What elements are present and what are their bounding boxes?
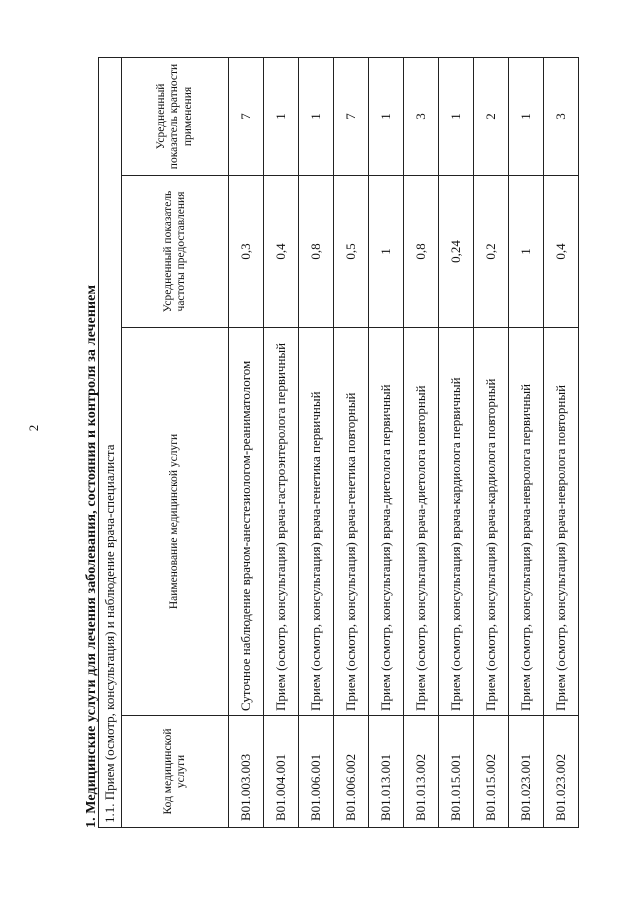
name-cell: Прием (осмотр, консультация) врача-диетолога повторный xyxy=(404,328,439,716)
code-cell: B01.006.001 xyxy=(299,716,334,828)
document-body xyxy=(70,58,640,828)
name-cell: Прием (осмотр, консультация) врача-генетика первичный xyxy=(299,328,334,716)
header-code: Код медицинской услуги xyxy=(122,716,229,828)
table-row xyxy=(509,57,544,827)
table-row xyxy=(264,57,299,827)
freq-cell: 0,8 xyxy=(404,176,439,328)
table-row xyxy=(404,57,439,827)
code-cell: B01.003.003 xyxy=(229,716,264,828)
table-row xyxy=(229,57,264,827)
code-cell: B01.023.001 xyxy=(509,716,544,828)
name-cell: Прием (осмотр, консультация) врача-невролога первичный xyxy=(509,328,544,716)
code-cell: B01.013.001 xyxy=(369,716,404,828)
code-cell: B01.004.001 xyxy=(264,716,299,828)
code-cell: B01.023.002 xyxy=(544,716,579,828)
subsection-title: 1.1. Прием (осмотр, консультация) и наблюдение врача-специалиста xyxy=(99,57,122,827)
name-cell: Прием (осмотр, консультация) врача-гастроэнтеролога первичный xyxy=(264,328,299,716)
code-cell: B01.015.002 xyxy=(474,716,509,828)
name-cell: Прием (осмотр, консультация) врача-кардиолога повторный xyxy=(474,328,509,716)
code-cell: B01.006.002 xyxy=(334,716,369,828)
rotated-content xyxy=(70,58,640,858)
page-number: 2 xyxy=(26,424,41,432)
freq-cell: 0,4 xyxy=(264,176,299,328)
mult-cell: 2 xyxy=(474,57,509,175)
table-row xyxy=(474,57,509,827)
table-row xyxy=(299,57,334,827)
header-row xyxy=(122,57,229,827)
freq-cell: 1 xyxy=(369,176,404,328)
name-cell: Прием (осмотр, консультация) врача-кардиолога первичный xyxy=(439,328,474,716)
mult-cell: 3 xyxy=(404,57,439,175)
header-name: Наименование медицинской услуги xyxy=(122,328,229,716)
name-cell: Прием (осмотр, консультация) врача-диетолога первичный xyxy=(369,328,404,716)
header-mult: Усредненный показатель кратности применения xyxy=(122,57,229,175)
freq-cell: 0,8 xyxy=(299,176,334,328)
name-cell: Суточное наблюдение врачом-анестезиологом-реаниматологом xyxy=(229,328,264,716)
freq-cell: 0,2 xyxy=(474,176,509,328)
table-row xyxy=(439,57,474,827)
mult-cell: 7 xyxy=(229,57,264,175)
mult-cell: 1 xyxy=(509,57,544,175)
mult-cell: 7 xyxy=(334,57,369,175)
table-row xyxy=(369,57,404,827)
name-cell: Прием (осмотр, консультация) врача-невролога повторный xyxy=(544,328,579,716)
freq-cell: 0,3 xyxy=(229,176,264,328)
mult-cell: 1 xyxy=(439,57,474,175)
freq-cell: 0,24 xyxy=(439,176,474,328)
code-cell: B01.015.001 xyxy=(439,716,474,828)
section-title: 1. Медицинские услуги для лечения заболевания, состояния и контроля за лечением xyxy=(84,284,99,828)
mult-cell: 3 xyxy=(544,57,579,175)
subsection-row xyxy=(99,57,122,827)
table-body xyxy=(229,57,579,827)
freq-cell: 1 xyxy=(509,176,544,328)
table-row xyxy=(544,57,579,827)
mult-cell: 1 xyxy=(299,57,334,175)
header-freq: Усредненный показатель частоты предоставления xyxy=(122,176,229,328)
mult-cell: 1 xyxy=(264,57,299,175)
services-table xyxy=(98,57,579,828)
freq-cell: 0,5 xyxy=(334,176,369,328)
freq-cell: 0,4 xyxy=(544,176,579,328)
code-cell: B01.013.002 xyxy=(404,716,439,828)
table-row xyxy=(334,57,369,827)
name-cell: Прием (осмотр, консультация) врача-генетика повторный xyxy=(334,328,369,716)
mult-cell: 1 xyxy=(369,57,404,175)
